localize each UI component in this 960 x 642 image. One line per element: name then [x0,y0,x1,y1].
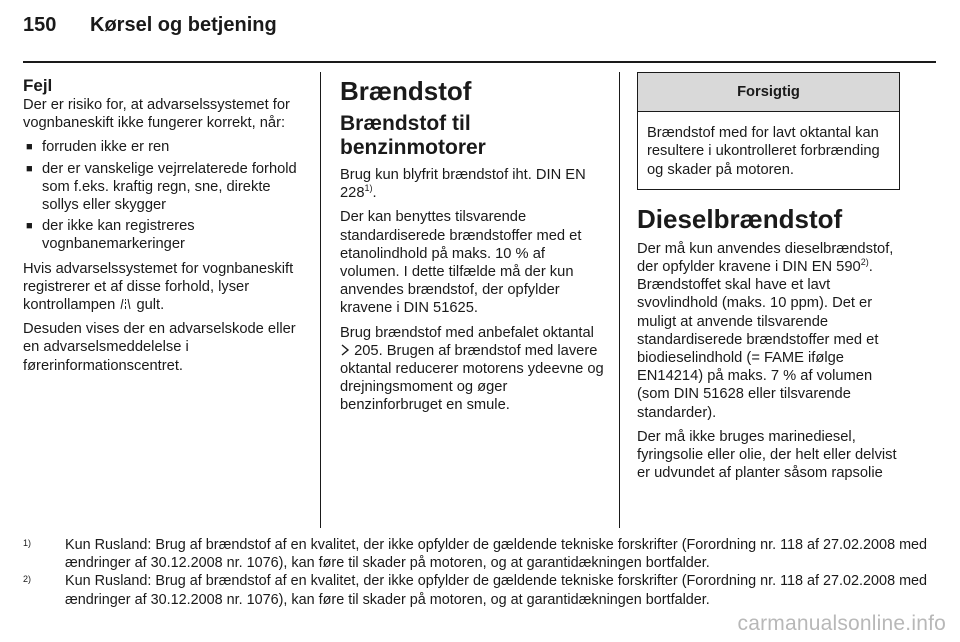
footnote-mark: 2) [23,574,32,585]
paragraph-text: Der må kun anvendes dieselbrændstof, der opfylder kravene i DIN EN 590 [637,240,894,276]
paragraph-text: Brug kun blyfrit brændstof iht. DIN EN 228 [340,167,586,202]
section-heading-diesel: Dieselbrændstof [637,203,843,234]
paragraph: Der må ikke bruges marinediesel, fyringsolie eller olie, der helt eller delvist er udvundet af planter såsom rapsolie [637,428,897,482]
bullet-list [23,138,307,253]
list-item: ■ der er vanskelige vejrrelaterede forhold som f.eks. kraftig regn, sne, direkte sollys eller skygger [23,160,307,215]
paragraph: Der er risiko for, at advarselssystemet for vognbaneskift ikke fungerer korrekt, når: [23,97,290,132]
footnote-ref: 2) [860,257,869,268]
paragraph: Desuden vises der en advarselskode eller en advarselsmeddelelse i førerinformationscentret. [23,321,296,374]
footnotes [23,536,936,609]
chapter-title: Kørsel og betjening [90,14,277,36]
list-item: ■ forruden ikke er ren [23,138,307,156]
header-rule [23,61,936,63]
caution-box [637,72,900,190]
paragraph: Der kan benyttes tilsvarende standardiserede brændstoffer med et etanolindhold på maks. 10 % af volumen. I dette tilfælde må der kun anvendes brændstof, der opfylder kravene i DIN 51625. [340,209,582,317]
paragraph-text: Hvis advarselssystemet for vognbaneskift registrerer et af disse forhold, lyser kontrollampen [23,260,294,314]
paragraph-text-end: . [372,185,377,202]
watermark: carmanualsonline.info [737,612,946,635]
lane-departure-icon [119,297,132,313]
section-heading-fejl: Fejl [23,76,53,95]
page-reference-icon [340,343,350,359]
paragraph-text-end: gult. [132,297,165,314]
footnote-ref: 1) [364,183,373,194]
paragraph [637,240,900,422]
caution-text: Brændstof med for lavt oktantal kan resultere i ukontrolleret forbrænding og skader på motoren. [647,125,880,178]
page-number: 150 [23,14,57,36]
column-diesel [637,72,900,488]
paragraph [340,324,608,415]
subheading-benzin: Brændstof til benzinmotorer [340,112,486,159]
footnote-text: Kun Rusland: Brug af brændstof af en kvalitet, der ikke opfylder de gældende tekniske forskrifter (Forordning nr. 118 af 27.02.2008 med ændringer af 30.12.2008 nr. 1076), kan føre til skader på motoren, og at garantidækningen bortfalder. [65,573,928,608]
column-braendstof [340,72,608,421]
paragraph-text-end: 205. Brugen af brændstof med lavere oktantal reducerer motorens ydeevne og drejningsmoment og øger benzinforbruget en smule. [340,342,604,414]
column-divider [320,72,321,528]
footnote [23,572,936,608]
list-item: ■ der ikke kan registreres vognbanemarkeringer [23,217,307,253]
paragraph [340,166,608,202]
footnote-text: Kun Rusland: Brug af brændstof af en kvalitet, der ikke opfylder de gældende tekniske forskrifter (Forordning nr. 118 af 27.02.2008 med ændringer af 30.12.2008 nr. 1076), kan føre til skader på motoren, og at garantidækningen bortfalder. [65,537,928,572]
footnote-mark: 1) [23,538,32,548]
paragraph-text-end: . Brændstoffet skal have et lavt svovlindhold (maks. 10 ppm). Det er muligt at anvende tilsvarende standardiserede brændstoffer med et biodieselindhold (= FAME ifølge EN14214) på maks. 7 % af volumen (som DIN 51628 eller tilsvarende standarder). [637,259,879,421]
paragraph [23,260,307,315]
page-header [23,14,936,40]
caution-title: Forsigtig [638,73,899,112]
column-divider [619,72,620,528]
section-heading-braendstof: Brændstof [340,76,472,106]
footnote [23,536,936,572]
column-fejl [23,72,307,381]
paragraph-text: Brug brændstof med anbefalet oktantal [340,324,594,341]
